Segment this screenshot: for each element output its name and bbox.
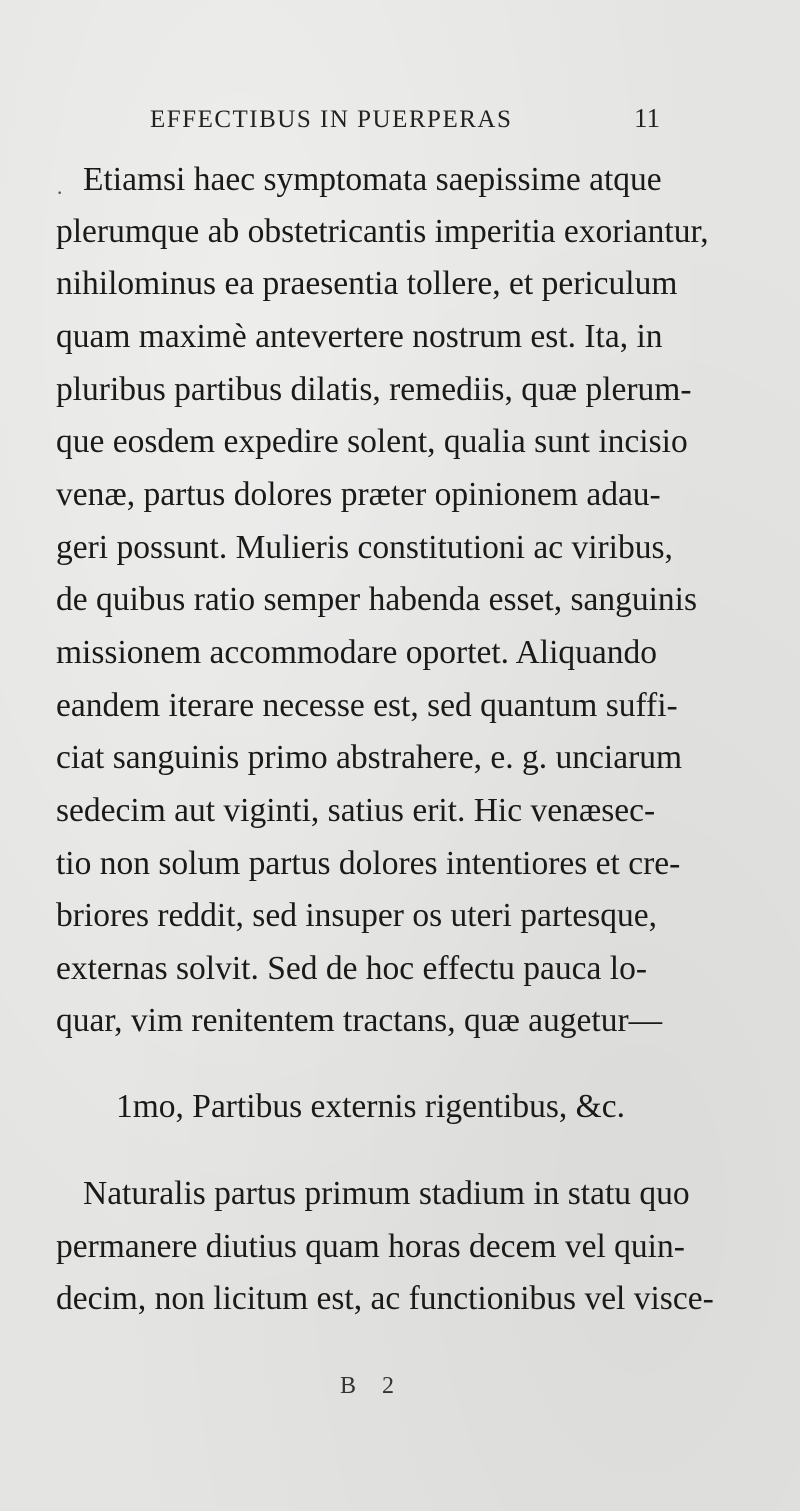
text-line: briores reddit, sed insuper os uteri partesque, — [56, 897, 657, 934]
text-line: pluribus partibus dilatis, remediis, quæ plerum- — [56, 371, 692, 408]
page-number: 11 — [634, 103, 660, 133]
text-line: eandem iterare necesse est, sed quantum suffi- — [56, 687, 678, 724]
text-line: de quibus ratio semper habenda esset, sanguinis — [56, 581, 697, 618]
text-line: nihilominus ea praesentia tollere, et periculum — [56, 265, 678, 302]
text-line: missionem accommodare oportet. Aliquando — [56, 634, 658, 671]
paragraph-mark: · — [56, 180, 64, 205]
text-line: quam maximè antevertere nostrum est. Ita, in — [56, 318, 663, 355]
running-title: EFFECTIBUS IN PUERPERAS — [150, 106, 513, 133]
text-line: ciat sanguinis primo abstrahere, e. g. unciarum — [56, 739, 683, 776]
text-line: que eosdem expedire solent, qualia sunt incisio — [56, 423, 688, 460]
text-line: plerumque ab obstetricantis imperitia exoriantur, — [56, 213, 709, 250]
section-heading: 1mo, Partibus externis rigentibus, &c. — [116, 1088, 625, 1125]
signature-mark: B 2 — [340, 1373, 405, 1399]
text-line: geri possunt. Mulieris constitutioni ac viribus, — [56, 529, 673, 566]
text-line: Naturalis partus primum stadium in statu quo — [83, 1175, 690, 1212]
text-line: externas solvit. Sed de hoc effectu pauca lo- — [56, 950, 647, 987]
text-line: permanere diutius quam horas decem vel quin- — [56, 1228, 685, 1265]
text-line: tio non solum partus dolores intentiores et cre- — [56, 845, 681, 882]
text-line: venæ, partus dolores præter opinionem adau- — [56, 476, 661, 513]
text-line: Etiamsi haec symptomata saepissime atque — [83, 161, 662, 198]
text-line: sedecim aut viginti, satius erit. Hic venæsec- — [56, 792, 656, 829]
text-line: quar, vim renitentem tractans, quæ augetur— — [56, 1002, 663, 1039]
text-line: decim, non licitum est, ac functionibus vel visce- — [56, 1280, 714, 1317]
